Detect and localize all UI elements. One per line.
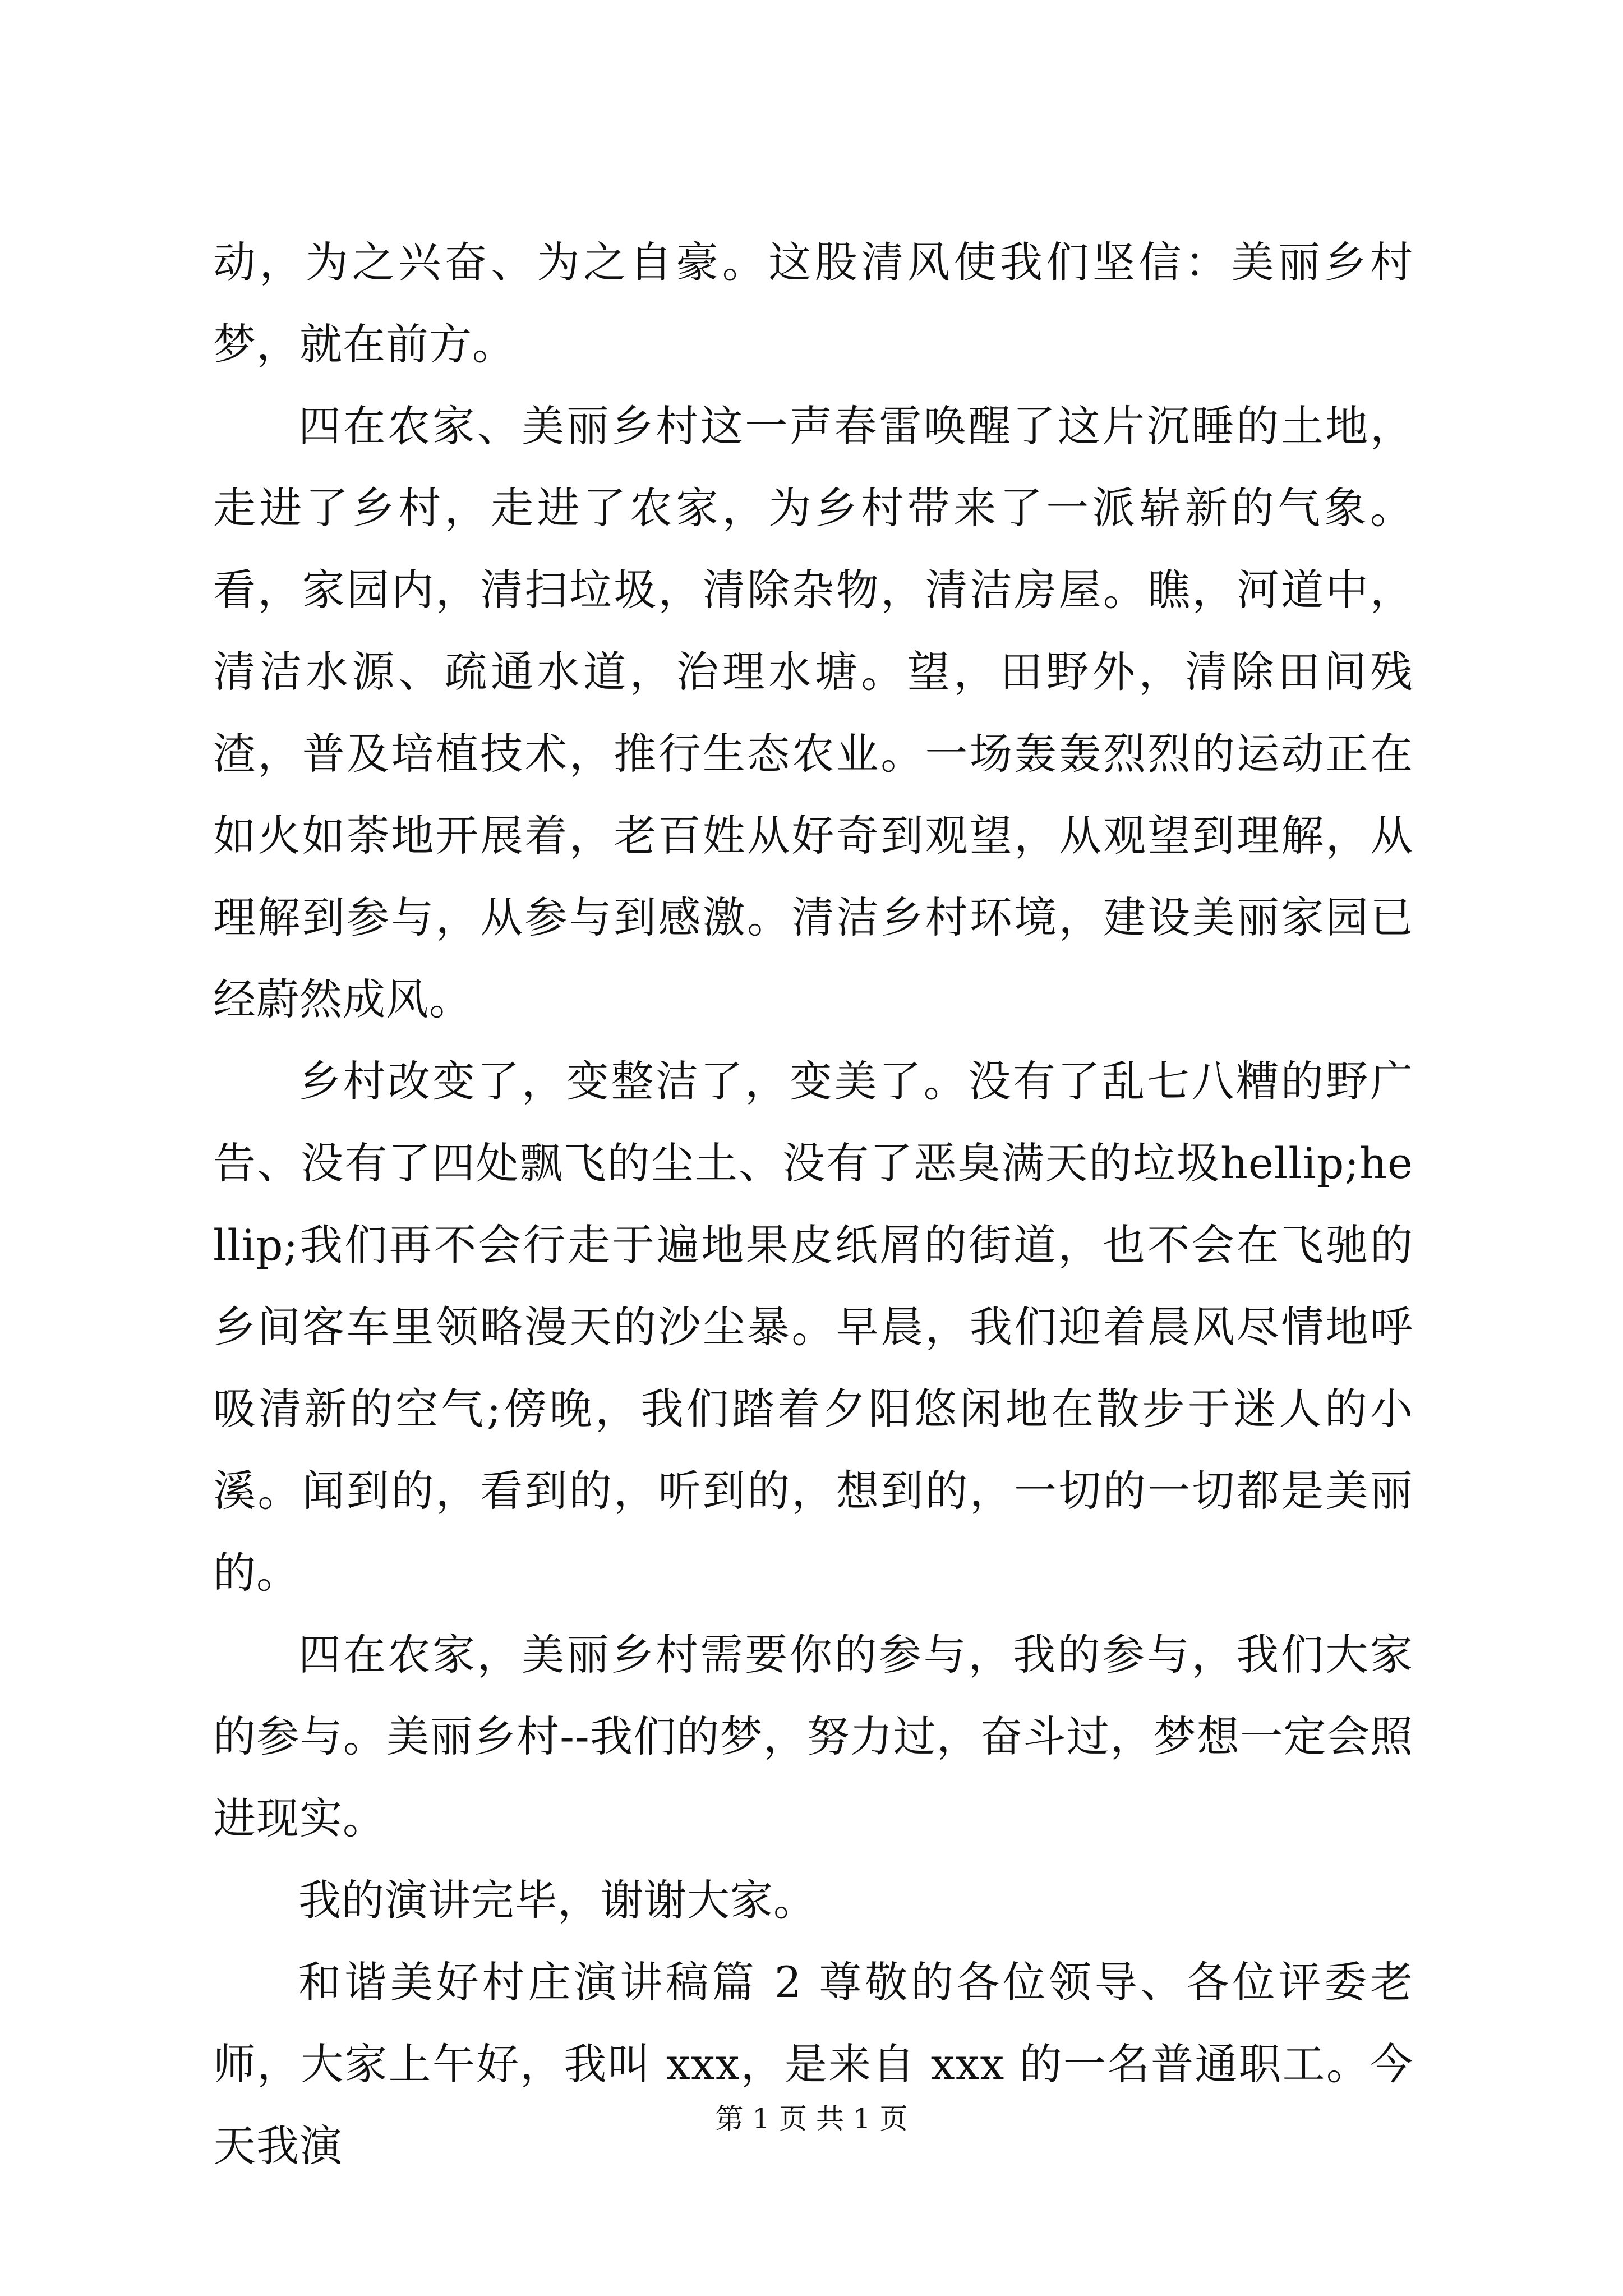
paragraph-6: 和谐美好村庄演讲稿篇 2 尊敬的各位领导、各位评委老师，大家上午好，我叫 xxx，是来自 xxx 的一名普通职工。今天我演: [213, 1957, 1413, 2171]
paragraph-2: 四在农家、美丽乡村这一声春雷唤醒了这片沉睡的土地，走进了乡村，走进了农家，为乡村带来了一派崭新的气象。看，家园内，清扫垃圾，清除杂物，清洁房屋。瞧，河道中，清洁水源、疏通水道，治理水塘。望，田野外，清除田间残渣，普及培植技术，推行生态农业。一场轰轰烈烈的运动正在如火如荼地开展着，老百姓从好奇到观望，从观望到理解，从理解到参与，从参与到感激。清洁乡村环境，建设美丽家园已经蔚然成风。: [213, 401, 1413, 1024]
paragraph-4: 四在农家，美丽乡村需要你的参与，我的参与，我们大家的参与。美丽乡村--我们的梦，努力过，奋斗过，梦想一定会照进现实。: [213, 1630, 1413, 1843]
document-body: [213, 222, 1413, 2187]
page-footer: 第 1 页 共 1 页: [715, 2102, 908, 2135]
paragraph-5: 我的演讲完毕，谢谢大家。: [298, 1875, 817, 1925]
paragraph-1: 动，为之兴奋、为之自豪。这股清风使我们坚信：美丽乡村梦，就在前方。: [213, 237, 1413, 369]
paragraph-3: 乡村改变了，变整洁了，变美了。没有了乱七八糟的野广告、没有了四处飘飞的尘土、没有了恶臭满天的垃圾hellip;hellip;我们再不会行走于遍地果皮纸屑的街道，也不会在飞驰的乡间客车里领略漫天的沙尘暴。早晨，我们迎着晨风尽情地呼吸清新的空气;傍晚，我们踏着夕阳悠闲地在散步于迷人的小溪。闻到的，看到的，听到的，想到的，一切的一切都是美丽的。: [213, 1056, 1413, 1598]
